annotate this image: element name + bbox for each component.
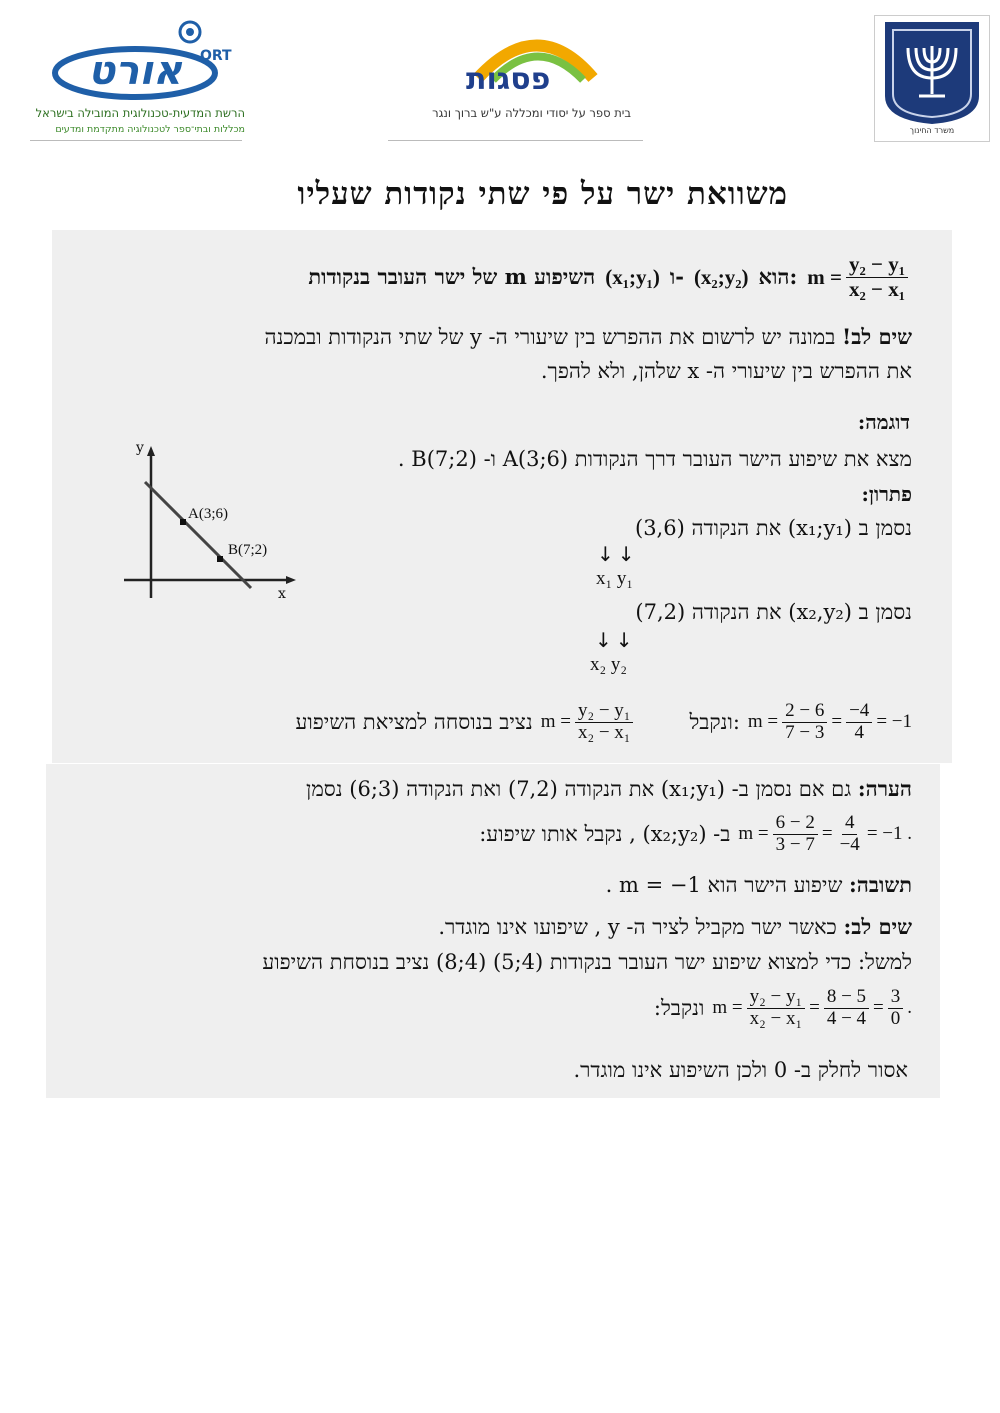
note-2-receive: ונקבל: — [653, 995, 705, 1020]
note-2-line-1 — [438, 914, 912, 940]
solution-mark-1: נסמן ב (x₁;y₁) את הנקודה (3,6) — [634, 516, 912, 540]
remark-denominator-2: −4 — [839, 833, 860, 855]
ort-subtagline: מכללות ובתי־ספר לטכנולוגיה מתקדמת ומדעים — [55, 124, 245, 135]
page-title: משוואת ישר על פי שתי נקודות שעליו — [297, 176, 788, 212]
note-2-line-3 — [654, 980, 912, 1036]
and-word: ו- — [669, 264, 684, 289]
ministry-label: משרד החינוך — [909, 126, 955, 135]
note-1-label: שים לב! — [842, 324, 912, 349]
x1-y1-labels: x₁ y₁ — [596, 568, 633, 589]
example-text: מצא את שיפוע הישר העובר דרך הנקודות A(3;6) ו- B(7;2) . — [397, 447, 912, 471]
answer-line — [606, 872, 912, 898]
result-m: m = — [747, 711, 779, 732]
menorah-emblem-icon — [875, 16, 989, 128]
example-label: דוגמה: — [857, 410, 910, 434]
point-2: (x₂;y₂) — [693, 264, 749, 289]
point-b-label: B(7;2) — [228, 542, 268, 558]
ort-sup: ORT — [200, 48, 232, 64]
pisgot-subtitle: בית ספר על יסודי ומכללה ע"ש ברוך ונגר — [432, 106, 631, 120]
pisgot-logo — [388, 18, 643, 133]
note-1-line-2: את ההפרש בין שיעורי ה- x שלהן, ולא להפך. — [540, 359, 912, 383]
note-2-fraction-3 — [888, 987, 904, 1030]
note-1-line-1: במונה יש לרשום את ההפרש בין שיעורי ה- y של שתי הנקודות ובמכנה — [264, 325, 836, 349]
graph-svg — [118, 440, 308, 610]
remark-fraction-2 — [837, 813, 863, 856]
down-arrows-1: ↓↓ — [597, 542, 639, 566]
x2-y2-labels: x₂ y₂ — [590, 654, 627, 675]
slope-fraction — [846, 253, 908, 300]
point-1: (x₁;y₁) — [605, 264, 660, 289]
receive-word: ונקבל: — [689, 709, 740, 734]
result-formula: m = $\frac{2 - 6}{7 - 3}$ = $\frac{-4}{4}$ = −1 — [747, 699, 912, 743]
solution-mark-2: נסמן ב (x₂,y₂) את הנקודה (7,2) — [635, 600, 912, 624]
ort-tagline: הרשת המדעית-טכנולוגית המובילה בישראל — [35, 106, 245, 120]
result-denominator-1: 7 − 3 — [785, 721, 825, 743]
result-fraction-2 — [846, 701, 872, 744]
remark-text-2: ב- (x₂;y₂) , נקבל אותו שיפוע: — [479, 821, 731, 846]
ort-logo — [30, 18, 245, 143]
note-1 — [92, 320, 912, 388]
slope-formula-text: השיפוע m של ישר העובר בנקודות — [308, 264, 596, 289]
note-2-numerator-3: 3 — [888, 987, 904, 1009]
remark-fraction-1 — [773, 813, 818, 856]
remark-line-1 — [306, 776, 912, 802]
ministry-emblem — [874, 15, 990, 142]
answer-label: תשובה: — [849, 872, 912, 897]
solution-label: פתרון: — [861, 482, 912, 506]
substitution-line — [296, 692, 912, 752]
note-2-fraction-1 — [747, 987, 805, 1030]
slope-numerator: y₂ − y₁ — [846, 253, 908, 277]
slope-formula-line — [308, 246, 912, 308]
graph-x-label: x — [278, 586, 286, 602]
note-2-formula: m = $\frac{\text{y₂ − y₁}}{\text{x₂ − x₁}}$ = $\frac{8 - 5}{4 - 4}$ = $\frac{3}{0}$ . — [712, 985, 912, 1029]
remark-line-2 — [479, 806, 912, 862]
slope-denominator: x₂ − x₁ — [848, 276, 905, 301]
remark-numerator-1: 6 − 2 — [773, 813, 818, 835]
substitution-fraction — [575, 701, 633, 744]
is-word: הוא: — [758, 264, 798, 289]
note-2-fraction-2 — [824, 987, 869, 1030]
note-2-numerator-1: y₂ − y₁ — [747, 987, 805, 1009]
line-graph — [118, 440, 308, 610]
note-2-denominator-2: 4 − 4 — [826, 1007, 867, 1029]
note-2-denominator-3: 0 — [890, 1007, 901, 1029]
remark-numerator-2: 4 — [842, 813, 858, 835]
note-2-label: שים לב: — [843, 914, 912, 939]
note-2-numerator-2: 8 − 5 — [824, 987, 869, 1009]
result-denominator-2: 4 — [854, 721, 864, 743]
result-fraction-1 — [782, 701, 827, 744]
substitution-text: נציב בנוסחה למציאת השיפוע — [295, 709, 533, 734]
answer-text: שיפוע הישר הוא m = −1 . — [605, 873, 843, 897]
substitution-formula — [541, 701, 638, 744]
note-2-line-2: למשל: כדי למצוא שיפוע ישר העובר בנקודות (4;5) (4;8) נציב בנוסחת השיפוע — [262, 950, 912, 974]
slope-formula — [807, 253, 912, 300]
ort-name: אורט — [88, 48, 183, 94]
pisgot-name: פסגות — [466, 62, 551, 97]
result-numerator-1: 2 − 6 — [782, 701, 827, 723]
note-2-denominator-1: x₂ − x₁ — [749, 1007, 803, 1029]
graph-y-label: y — [136, 440, 144, 456]
substitution-m: m = — [540, 711, 571, 732]
note-2-end: . — [907, 997, 912, 1018]
note-2-line-4: אסור לחלק ב- 0 ולכן השיפוע אינו מוגדר. — [573, 1058, 908, 1082]
down-arrows-2: ↓↓ — [595, 628, 637, 652]
result-numerator-2: −4 — [846, 701, 872, 723]
remark-formula: m = $\frac{6 - 2}{3 - 7}$ = $\frac{4}{-4}$ = −1 . — [738, 811, 912, 855]
note-2-text-1: כאשר ישר מקביל לציר ה- y , שיפועו אינו מוגדר. — [438, 915, 837, 939]
remark-end: = −1 . — [866, 823, 912, 844]
substitution-numerator: y₂ − y₁ — [575, 701, 633, 723]
remark-label: הערה: — [857, 776, 912, 801]
point-a-label: A(3;6) — [188, 506, 228, 522]
remark-text-1: גם אם נסמן ב- (x₁;y₁) את הנקודה (7,2) ואת הנקודה (3;6) נסמן — [306, 777, 852, 801]
m-equals: m = — [807, 264, 842, 289]
header-divider-mid — [388, 140, 643, 141]
note-2-m: m = — [712, 997, 743, 1018]
remark-m: m = — [738, 823, 769, 844]
result-end: = −1 — [876, 711, 912, 732]
substitution-denominator: x₂ − x₁ — [577, 721, 631, 743]
header-divider-left — [30, 140, 242, 141]
remark-denominator-1: 3 − 7 — [775, 833, 815, 855]
